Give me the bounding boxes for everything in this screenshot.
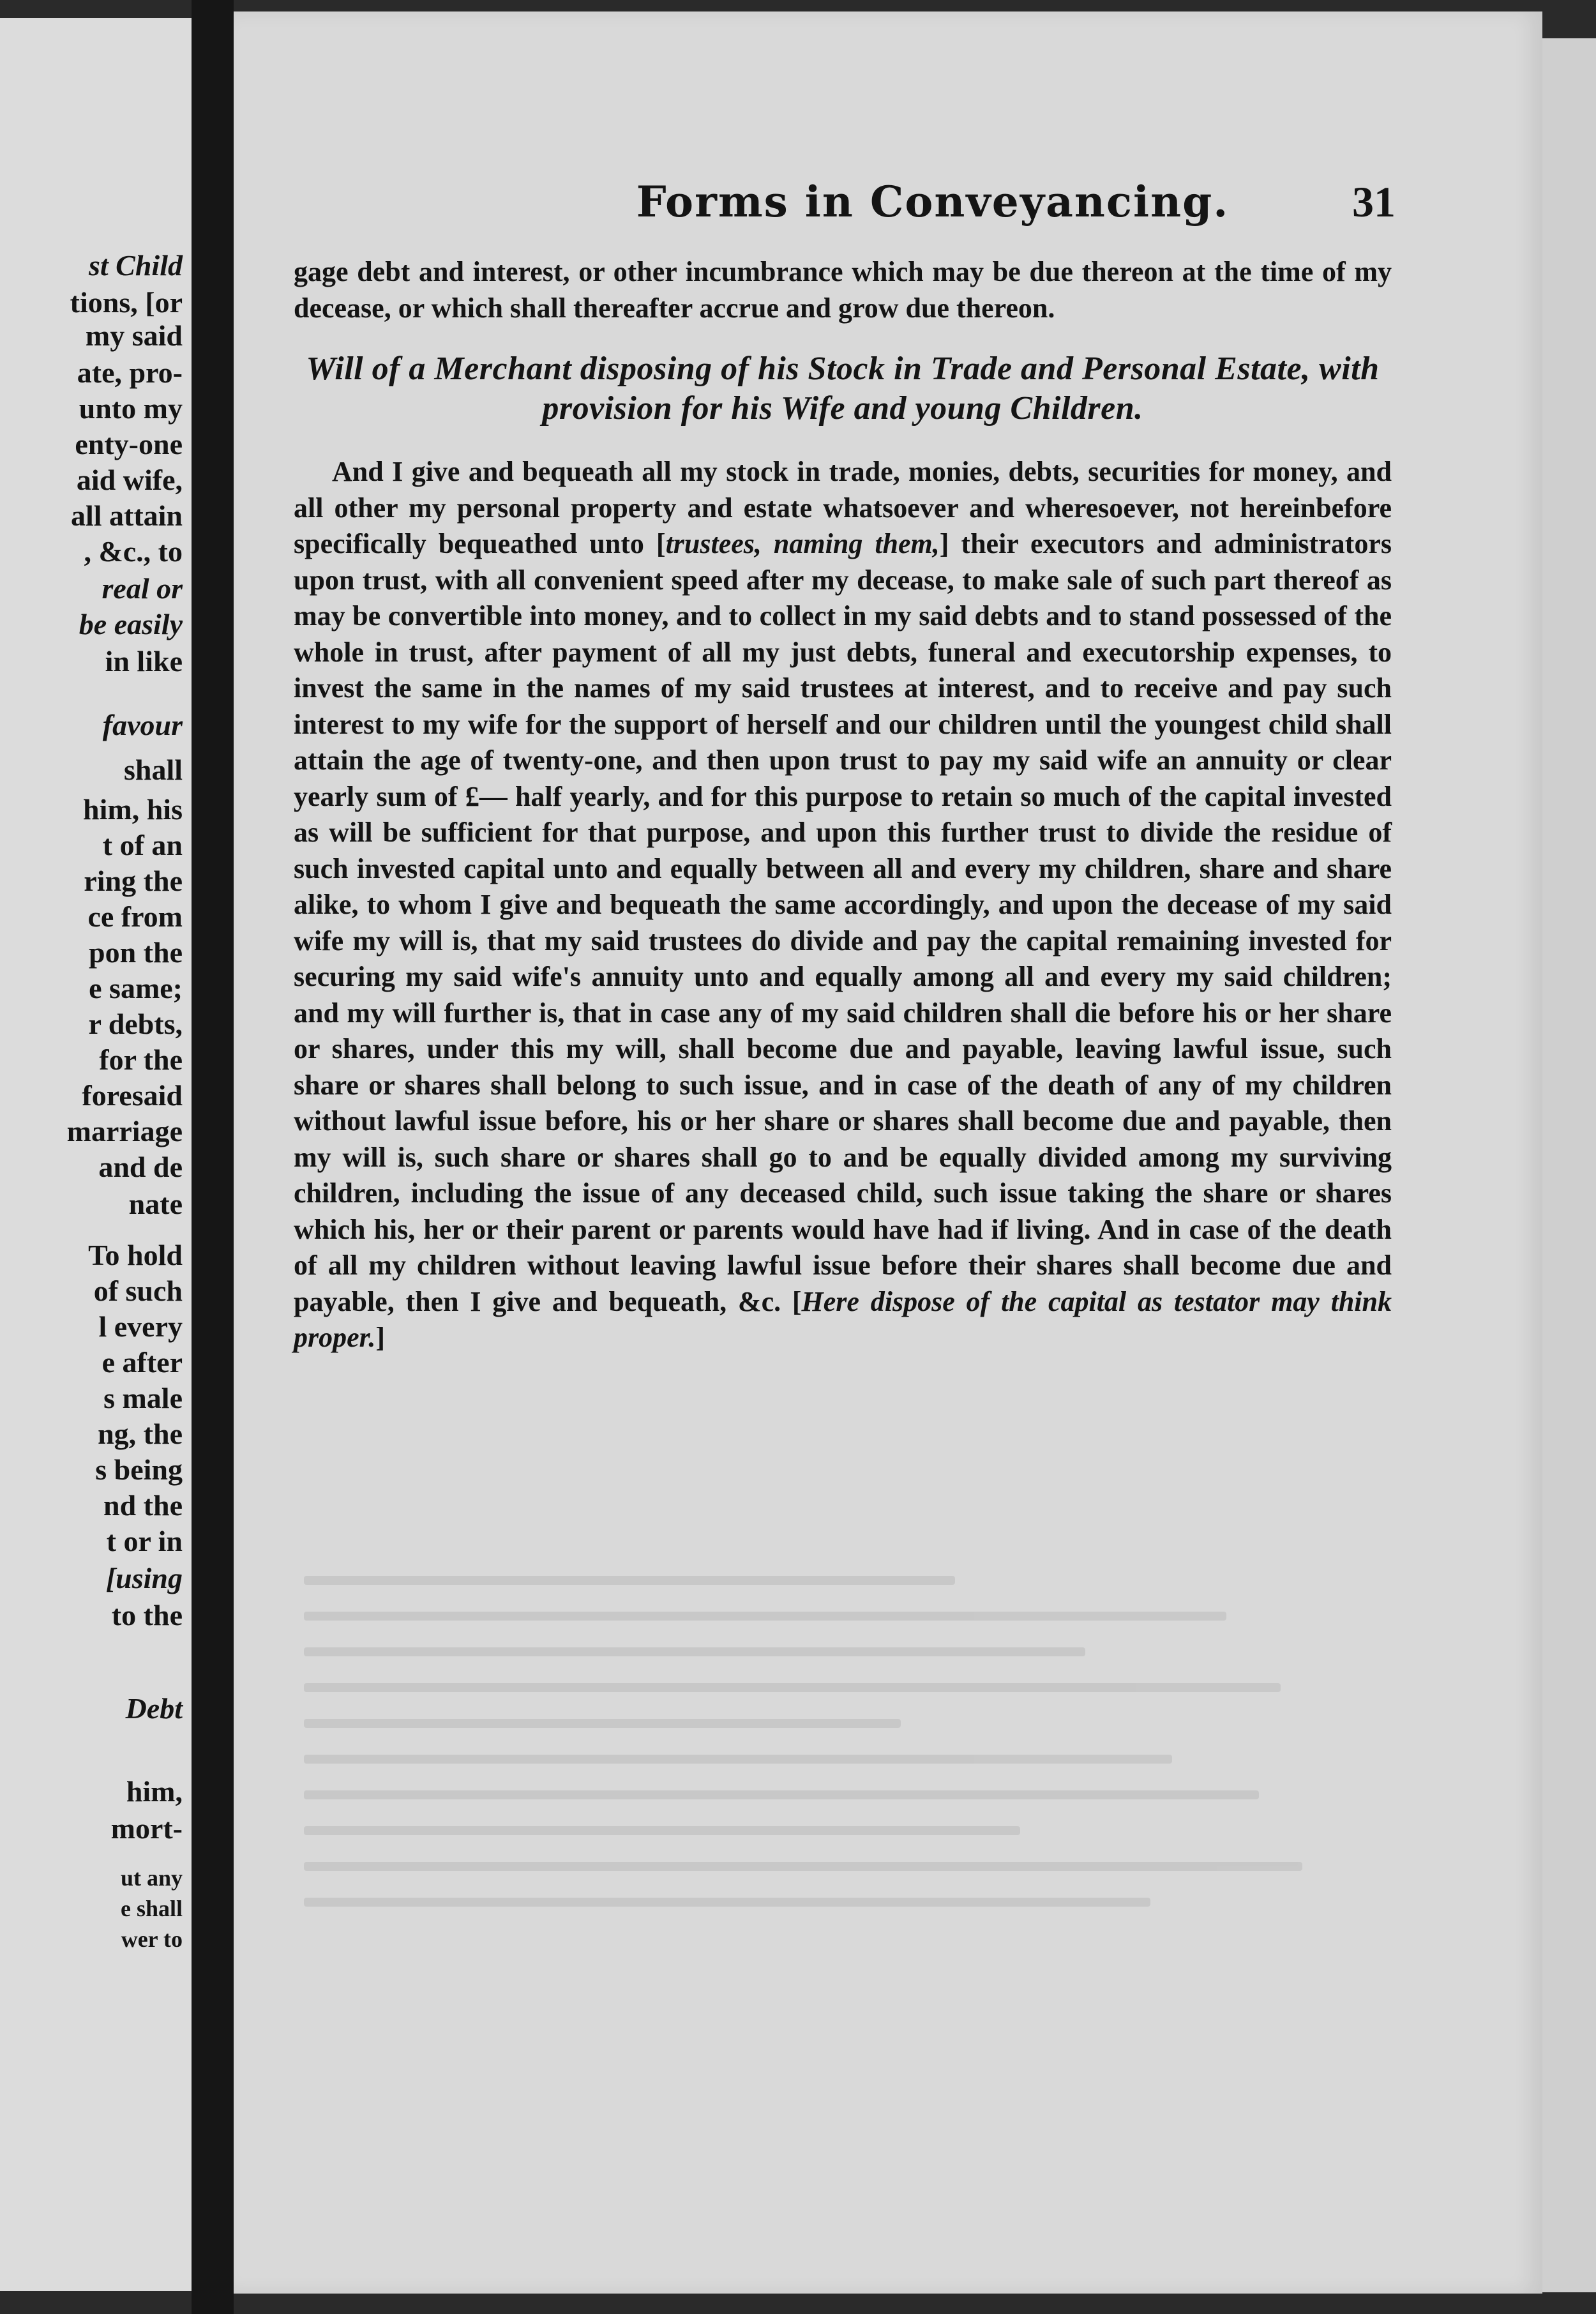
left-page-line: be easily <box>79 608 183 640</box>
binding-gutter <box>192 0 234 2314</box>
left-page-line: him, <box>126 1775 183 1808</box>
left-page-line: l every <box>98 1310 183 1343</box>
left-page-line: ut any <box>120 1865 183 1891</box>
left-page-line: favour <box>102 709 183 741</box>
running-title: Forms in Conveyancing. <box>636 177 1230 227</box>
left-page-line: all attain <box>70 499 183 532</box>
left-page-line: and de <box>98 1151 183 1183</box>
left-page-line: st Child <box>88 249 183 282</box>
show-through-text <box>304 1576 1389 1985</box>
left-page-line: ring the <box>84 865 183 897</box>
left-page-line: s being <box>95 1453 183 1486</box>
left-page-line: wer to <box>121 1926 183 1952</box>
main-page <box>234 11 1542 2294</box>
left-page-line: To hold <box>88 1239 183 1271</box>
left-page-line: tions, [or <box>70 286 183 319</box>
continued-paragraph: gage debt and interest, or other incumbrance which may be due thereon at the time of my decease, or which shall thereafter accrue and grow due thereon. <box>294 256 1392 324</box>
left-page-line: e after <box>102 1346 183 1379</box>
body-text-end: ] <box>375 1322 386 1353</box>
left-page-line: for the <box>99 1043 183 1076</box>
left-page-line: him, his <box>83 793 183 826</box>
page-header <box>234 170 1542 234</box>
section-title: Will of a Merchant disposing of his Stock in Trade and Personal Estate, with provision for his Wife and young Children. <box>306 351 1380 427</box>
left-page-line: real or <box>102 572 183 605</box>
left-page-line: r debts, <box>88 1008 183 1040</box>
body-italic-trustees: trustees, naming them, <box>665 528 940 559</box>
page-edge <box>1542 38 1596 2292</box>
left-page-line: mort- <box>110 1812 183 1845</box>
left-page-line: shall <box>123 753 183 786</box>
left-page-line: t of an <box>102 829 183 861</box>
left-page-line: in like <box>105 645 183 677</box>
left-page-line: unto my <box>79 392 183 425</box>
body-text-middle: ] their executors and administrators upon trust, with all convenient speed after my decease, to make sale of such part thereof as may be convertible into money, and to collect in my said debts and to stand possessed of the whole in trust, after payment of all my just debts, funeral and executorship expenses, to invest the same in the names of my said trustees at interest, and to receive and pay such interest to my wife for the support of herself and our children until the youngest child shall attain the age of twenty-one, and then upon trust to pay my said wife an annuity or clear yearly sum of £— half yearly, and for this purpose to retain so much of the capital invested as will be sufficient for that purpose, and upon this further trust to divide the residue of such invested capital unto and equally between all and every my children, share and share alike, to whom I give and bequeath the same accordingly, and upon the decease of my said wife my will is, that my said trustees do divide and pay the capital remaining invested for securing my said wife's annuity unto and equally among all and every my said children; and my will further is, that in case any of my said children shall die before his or her share or shares, under this my will, shall become due and payable, leaving lawful issue, such share or shares shall belong to such issue, and in case of the death of any of my children without lawful issue before, his or her share or shares shall become due and payable, then my will is, such share or shares shall go to and be equally divided among my surviving children, including the issue of any deceased child, such issue taking the share or shares which his, her or their parent or parents would have had if living. And in case of the death of all my children without leaving lawful issue before their shares shall become due and payable, then I give and bequeath, &c. [ <box>294 528 1392 1317</box>
left-page-line: Debt <box>125 1692 183 1725</box>
left-page-line: e shall <box>120 1896 183 1921</box>
left-page-line: [using <box>105 1562 183 1594</box>
left-page-line: aid wife, <box>76 464 183 496</box>
left-page-line: ce from <box>87 900 183 933</box>
left-page-line: to the <box>111 1599 183 1631</box>
left-page-line: nate <box>128 1188 183 1220</box>
body-paragraph <box>294 454 1392 1356</box>
left-page-line: s male <box>103 1382 183 1414</box>
left-page-line: t or in <box>106 1525 183 1557</box>
page-number: 31 <box>1352 178 1396 226</box>
left-page-line: nd the <box>103 1489 183 1522</box>
left-page-line: of such <box>93 1274 183 1307</box>
left-page-line: enty-one <box>75 428 183 460</box>
left-page-line: e same; <box>89 972 183 1004</box>
left-facing-page <box>0 18 192 2291</box>
text-block <box>294 254 1392 1356</box>
left-page-line: foresaid <box>82 1079 183 1112</box>
left-page-line: my said <box>85 319 183 352</box>
left-page-line: , &c., to <box>84 535 183 568</box>
left-page-line: marriage <box>66 1115 183 1147</box>
left-page-line: ng, the <box>98 1418 183 1450</box>
body-text-start: And I give and bequeath all my stock in trade, monies, debts, securities for money, and all other my personal property and estate whatsoever and wheresoever, not hereinbefore specifically bequeathed unto [ <box>294 456 1392 559</box>
body-italic-direction: Here dispose of the capital as testator may think proper. <box>294 1285 1392 1353</box>
left-page-line: ate, pro- <box>77 356 183 389</box>
left-page-line: pon the <box>89 936 183 969</box>
